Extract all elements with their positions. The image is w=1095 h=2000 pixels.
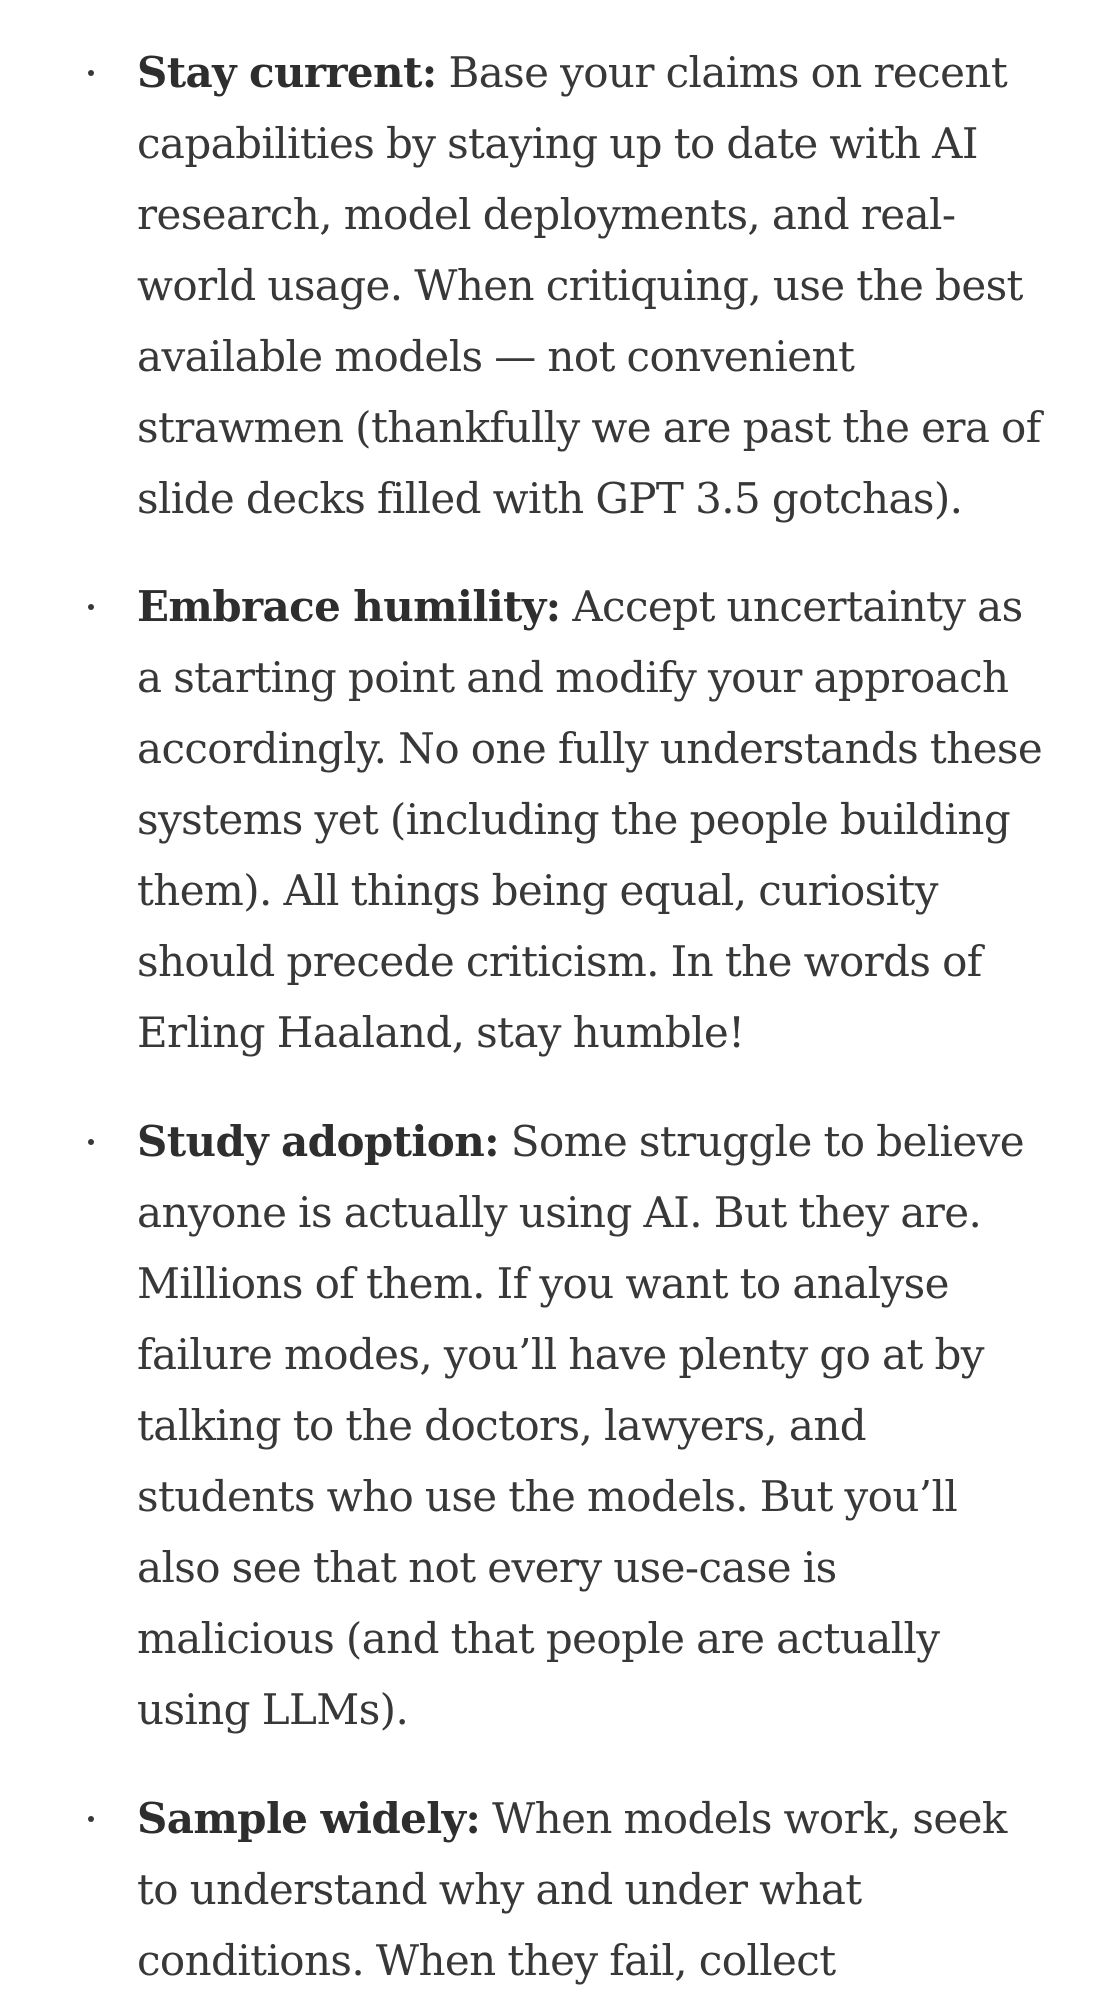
bullet-icon [88, 1816, 94, 1822]
bullet-icon [88, 1139, 94, 1145]
item-body: Base your claims on recent capabilities by staying up to date with AI research, model deployments, and real-world usage. When critiquing, use the best available models — not convenient strawmen (thankfully we are past the era of slide decks filled with GPT 3.5 gotchas). [137, 48, 1041, 523]
item-lead: Embrace humility: [137, 582, 561, 631]
item-lead: Stay current: [137, 48, 437, 97]
bullet-icon [88, 604, 94, 610]
list-item-study-adoption [0, 1106, 1095, 1745]
list-item-stay-current [0, 37, 1095, 534]
item-body: Some struggle to believe anyone is actually using AI. But they are. Millions of them. If you want to analyse failure modes, you’ll have plenty go at by talking to the doctors, lawyers, and students who use the models. But you’ll also see that not every use-case is malicious (and that people are actually using LLMs). [137, 1117, 1025, 1734]
list-item-sample-widely [0, 1783, 1095, 1996]
item-body: Accept uncertainty as a starting point and modify your approach accordingly. No one fully understands these systems yet (including the people building them). All things being equal, curiosity should precede criticism. In the words of Erling Haaland, stay humble! [137, 582, 1043, 1057]
list-item-embrace-humility [0, 571, 1095, 1068]
item-lead: Sample widely: [137, 1794, 481, 1843]
item-body: When models work, seek to understand why and under what conditions. When they fail, collect [137, 1794, 1007, 1985]
bullet-icon [88, 70, 94, 76]
item-lead: Study adoption: [137, 1117, 500, 1166]
